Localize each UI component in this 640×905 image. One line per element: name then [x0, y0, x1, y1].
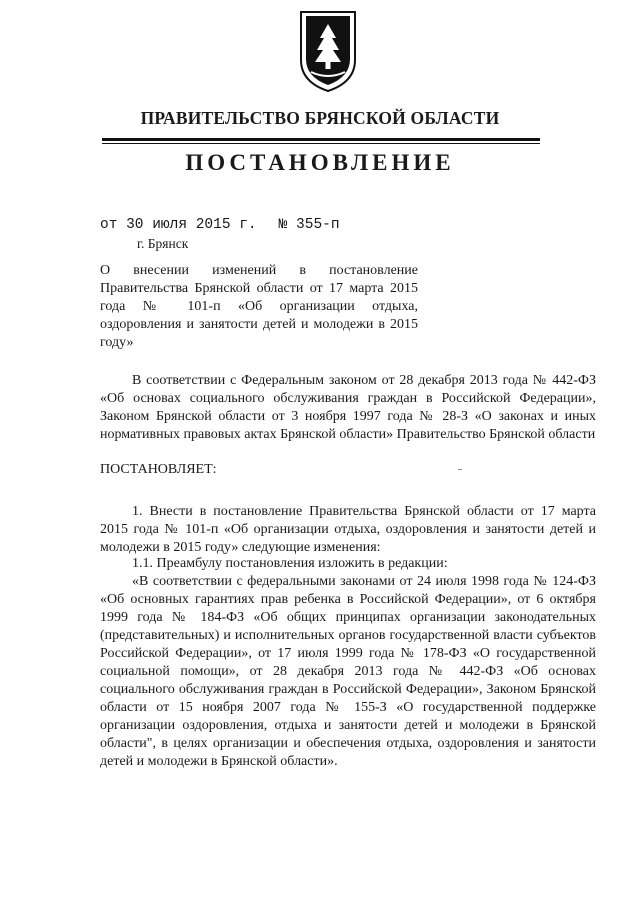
preamble-new-text: «В соответствии с федеральными законами от 24 июля 1998 года № 124-ФЗ «Об основных гарантиях прав ребенка в Российской Федерации», от 6 октября 1999 года № 184-ФЗ «Об общих принципах организации законодательных (представительных) и исполнительных органов государственной власти субъектов Российской Федерации», от 17 июля 1999 года № 178-ФЗ «О государственной социальной помощи», от 28 декабря 2013 года № 442-ФЗ «Об основах социального обслуживания граждан в Российской Федерации», Законом Брянской области от 15 ноября 2007 года № 155-З «О государственной поддержке организации оздоровления, отдыха и занятости детей и молодежи в Брянской области", в целях организации и обеспечения отдыха, оздоровления и занятости детей и молодежи в Брянской области». [100, 574, 596, 769]
coat-of-arms-emblem [297, 8, 359, 94]
organization-name: ПРАВИТЕЛЬСТВО БРЯНСКОЙ ОБЛАСТИ [140, 108, 500, 128]
scan-speck [458, 469, 462, 470]
document-subject: О внесении изменений в постановление Правительства Брянской области от 17 марта 2015 года № 101-п «Об организации отдыха, оздоровления и занятости детей и молодежи в 2015 году» [100, 263, 418, 350]
resolve-heading: ПОСТАНОВЛЯЕТ: [100, 462, 217, 477]
document-type-title: ПОСТАНОВЛЕНИЕ [185, 150, 455, 175]
document-date: от 30 июля 2015 г. [100, 217, 257, 233]
header-thick-rule [102, 138, 540, 141]
date-number-line [100, 217, 340, 233]
item-1-1-paragraph: 1.1. Преамбулу постановления изложить в редакции: [132, 556, 448, 571]
city: г. Брянск [137, 236, 189, 251]
preamble-paragraph: В соответствии с Федеральным законом от 28 декабря 2013 года № 442-ФЗ «Об основах социального обслуживания граждан в Российской Федерации», Законом Брянской области от 3 ноября 1997 года № 28-З «О законах и иных нормативных правовых актах Брянской области» Правительство Брянской области [100, 373, 596, 442]
header-thin-rule [102, 143, 540, 144]
item-1-paragraph: 1. Внести в постановление Правительства Брянской области от 17 марта 2015 года № 101-п «Об организации отдыха, оздоровления и занятости детей и молодежи в 2015 году» следующие изменения: [100, 504, 596, 555]
document-number: № 355-п [278, 217, 340, 233]
